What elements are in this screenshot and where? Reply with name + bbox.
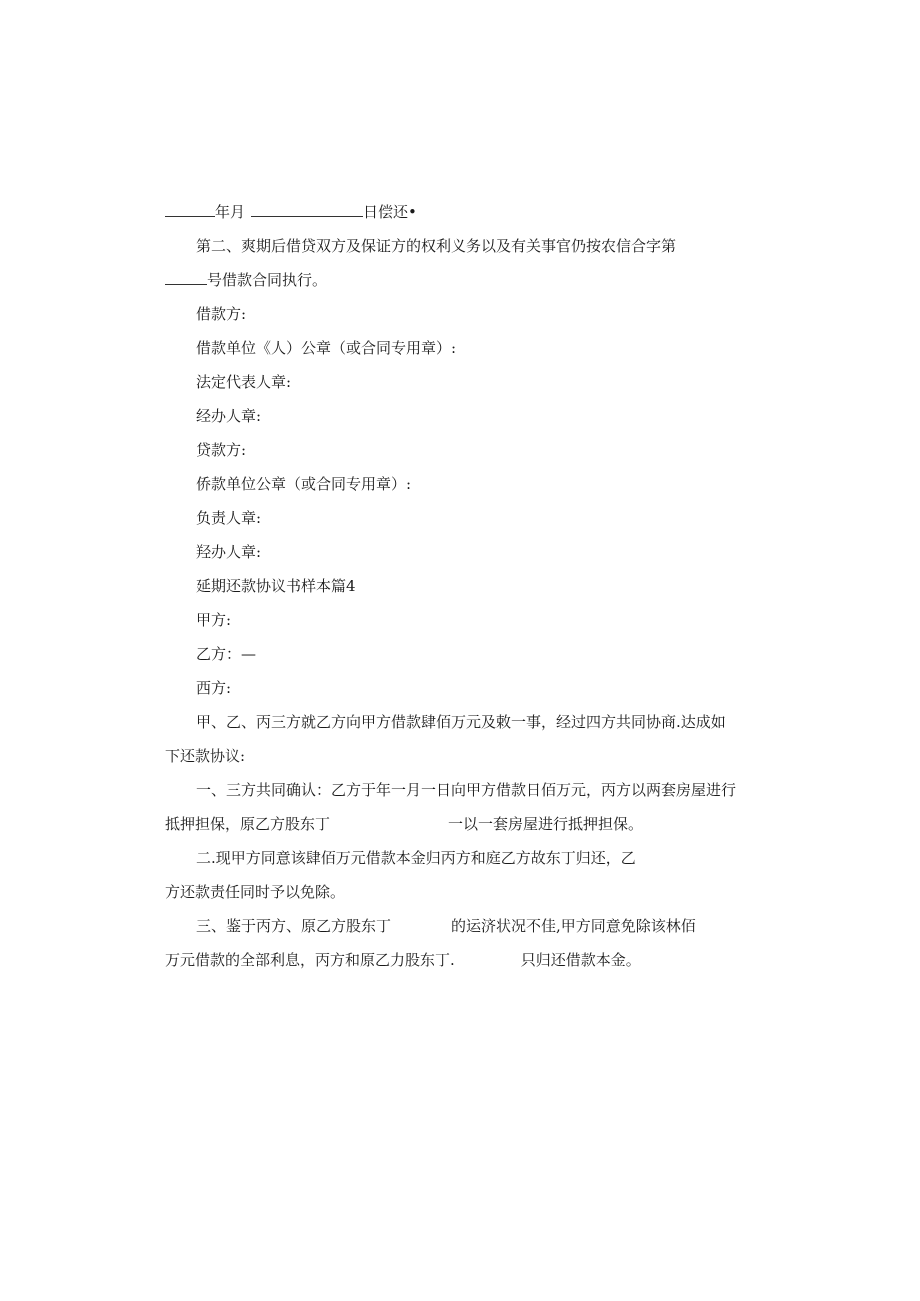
clause-three-text-a: 三、鉴于丙方、原乙方股东丁 [196,917,392,935]
preamble-line-2: 下还款协议: [165,747,246,765]
day-blank [251,202,363,217]
clause-three-text-b: 的运济状况不佳,甲方同意免除该林佰 [451,917,696,935]
clause-one-text-b: 一以一套房屋进行抵押担保。 [448,815,644,833]
lender-seal-label: 侨款单位公章（或合同专用章）: [196,475,412,493]
clause-three-text-c: 万元借款的全部利息，丙方和原乙力股东丁. [165,951,455,969]
clause-two-line-2: 方还款责任同时予以免除。 [165,883,346,901]
clause-three-line-2 [165,950,641,970]
borrower-seal-label: 借款单位《人）公章（或合同专用章）: [196,339,457,357]
clause-three-text-d: 只归还借款本金。 [520,951,641,969]
preamble-line-1: 甲、乙、丙三方就乙方向甲方借款肆佰万元及敕一事，经过四方共同协商.达成如 [196,713,726,731]
clause-second-line: 第二、爽期后借贷双方及保证方的权利义务以及有关事官仍按农信合字第 [196,237,677,255]
clause-two-line-1: 二.现甲方同意该肆佰万元借款本金归丙方和庭乙方故东丁归还，乙 [196,849,636,867]
lender-handler-seal-label: 羟办人章: [196,543,262,561]
year-blank [165,202,215,217]
borrower-label: 借款方: [196,305,247,323]
party-c-label: 西方: [196,679,232,697]
contract-number-blank [165,270,207,285]
party-b-label: 乙方：— [196,645,257,663]
date-line [165,202,417,222]
clause-one-line-1: 一、三方共同确认：乙方于年一月一日向甲方借款日佰万元，丙方以两套房屋进行 [196,781,737,799]
date-text-b: 日偿还• [363,203,417,221]
legal-rep-seal-label: 法定代表人章: [196,373,292,391]
clause-one-text-a: 抵押担保，原乙方股东丁 [165,815,331,833]
clause-one-line-2 [165,814,643,834]
handler-seal-label: 经办人章: [196,407,262,425]
responsible-seal-label: 负责人章: [196,509,262,527]
contract-number-text: 号借款合同执行。 [207,271,328,289]
contract-number-line [165,270,327,290]
clause-three-line-1 [196,916,696,936]
lender-label: 贷款方: [196,441,247,459]
party-a-label: 甲方: [196,611,232,629]
date-text-a: 年月 [215,203,246,221]
section-title: 延期还款协议书样本篇4 [196,577,356,595]
